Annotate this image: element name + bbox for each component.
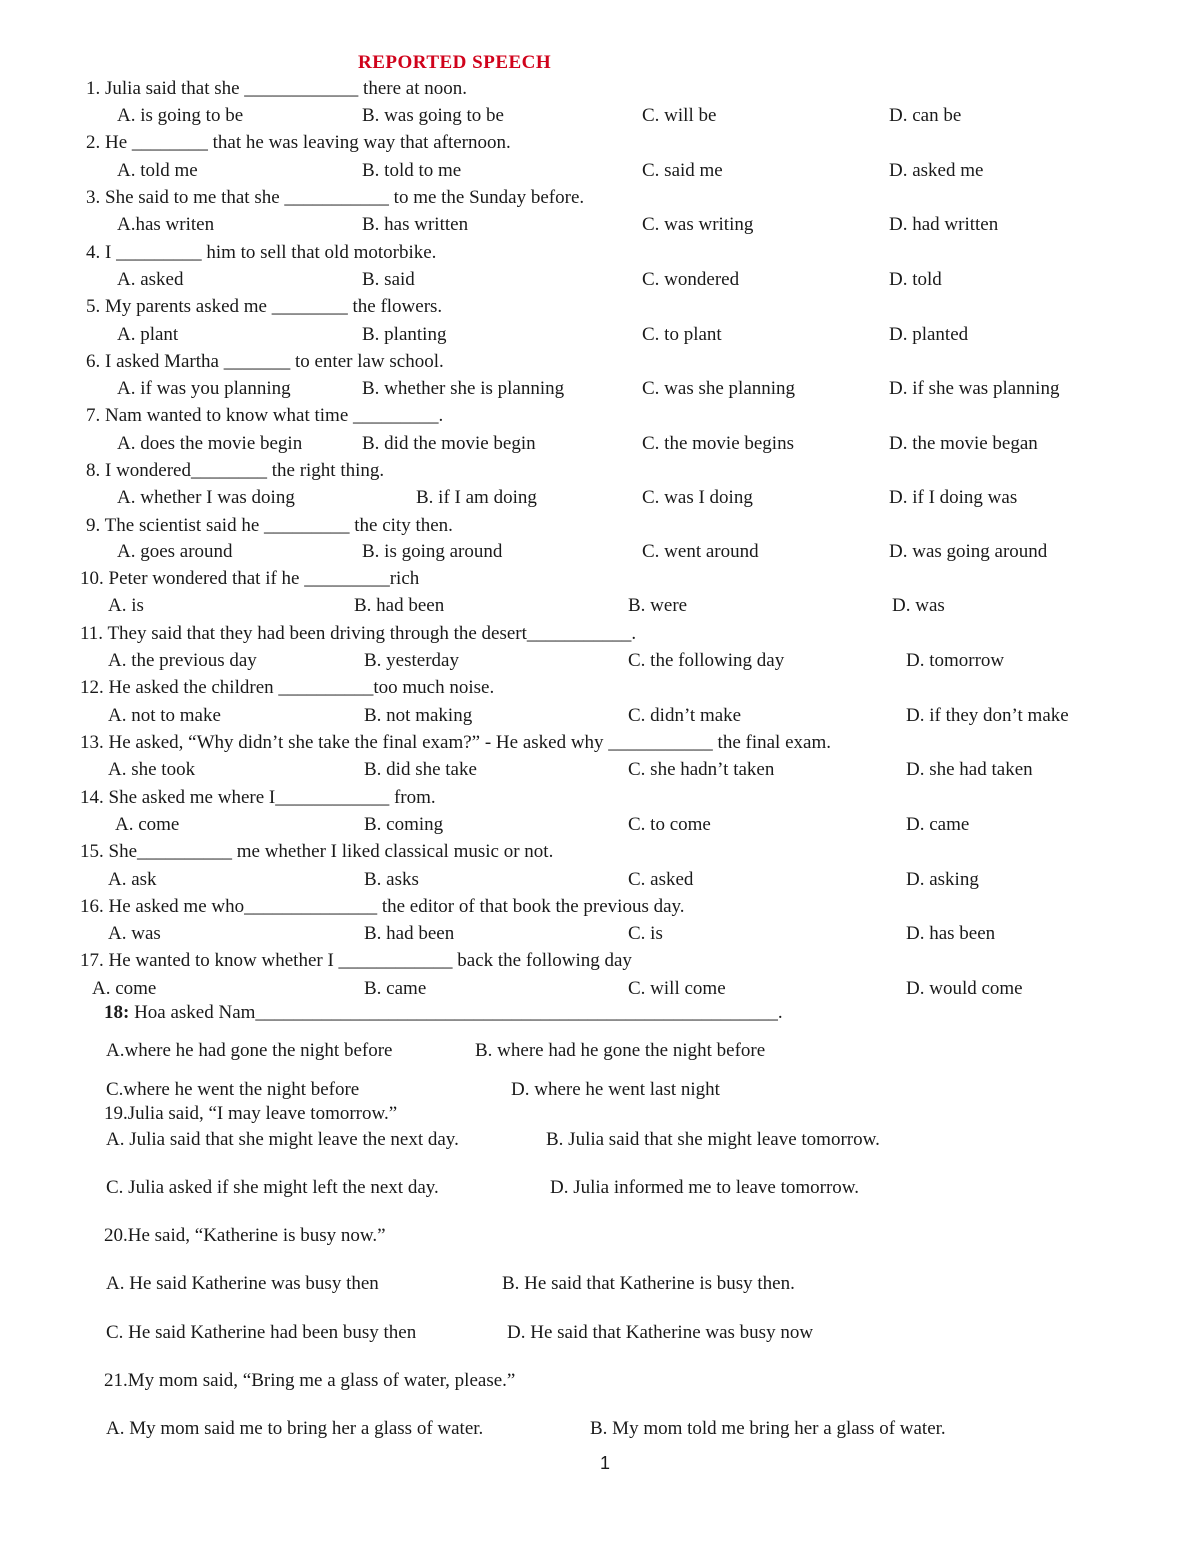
answer-option: D. can be — [889, 105, 962, 126]
answer-option: B. has written — [362, 214, 469, 235]
question-number: 18: — [104, 1002, 130, 1023]
answer-option: B. is going around — [362, 541, 503, 562]
answer-option: C. Julia asked if she might left the next day. — [106, 1177, 439, 1198]
answer-option: A. whether I was doing — [117, 487, 295, 508]
answer-option: A. come — [92, 978, 157, 999]
question-stem: 7. Nam wanted to know what time _________. — [86, 405, 444, 426]
answer-option: B. coming — [364, 814, 444, 835]
answer-option: C. will be — [642, 105, 717, 126]
answer-option: C. is — [628, 923, 663, 944]
answer-option: C. the following day — [628, 650, 785, 671]
answer-option: A. He said Katherine was busy then — [106, 1273, 379, 1294]
question-stem: 20.He said, “Katherine is busy now.” — [104, 1225, 386, 1246]
answer-option: B. asks — [364, 869, 419, 890]
answer-option: D. asked me — [889, 160, 984, 181]
question-stem: 19.Julia said, “I may leave tomorrow.” — [104, 1103, 398, 1124]
answer-option: D. told — [889, 269, 942, 290]
page-number: 1 — [600, 1453, 611, 1473]
answer-option: A. was — [108, 923, 161, 944]
answer-option: C.where he went the night before — [106, 1079, 360, 1100]
question-stem — [104, 1002, 783, 1024]
answer-option: B. did the movie begin — [362, 433, 536, 454]
answer-option: C. asked — [628, 869, 694, 890]
answer-option: A. she took — [108, 759, 196, 780]
answer-option: D. if she was planning — [889, 378, 1060, 399]
answer-option: A. My mom said me to bring her a glass of water. — [106, 1418, 484, 1439]
answer-option: B. said — [362, 269, 415, 290]
answer-option: D. she had taken — [906, 759, 1033, 780]
answer-option: A.has writen — [117, 214, 215, 235]
answer-option: C. she hadn’t taken — [628, 759, 775, 780]
answer-option: D. the movie began — [889, 433, 1038, 454]
question-stem: 4. I _________ him to sell that old motorbike. — [86, 242, 437, 263]
question-stem: 17. He wanted to know whether I ____________ back the following day — [80, 950, 632, 971]
answer-option: B. My mom told me bring her a glass of water. — [590, 1418, 946, 1439]
answer-option: A. is — [108, 595, 144, 616]
answer-option: A. plant — [117, 324, 179, 345]
question-stem: 15. She__________ me whether I liked classical music or not. — [80, 841, 554, 862]
answer-option: B. had been — [354, 595, 445, 616]
question-stem: 2. He ________ that he was leaving way that afternoon. — [86, 132, 511, 153]
answer-option: D. came — [906, 814, 970, 835]
answer-option: B. came — [364, 978, 427, 999]
answer-option: C. was I doing — [642, 487, 753, 508]
answer-option: C. to come — [628, 814, 711, 835]
answer-option: C. to plant — [642, 324, 722, 345]
answer-option: D. where he went last night — [511, 1079, 720, 1100]
answer-option: A. told me — [117, 160, 198, 181]
answer-option: B. had been — [364, 923, 455, 944]
answer-option: B. was going to be — [362, 105, 504, 126]
answer-option: A. does the movie begin — [117, 433, 303, 454]
answer-option: C. the movie begins — [642, 433, 794, 454]
answer-option: C. will come — [628, 978, 726, 999]
answer-option: C. went around — [642, 541, 759, 562]
question-stem: 16. He asked me who______________ the editor of that book the previous day. — [80, 896, 685, 917]
answer-option: A. asked — [117, 269, 184, 290]
question-stem: 13. He asked, “Why didn’t she take the final exam?” - He asked why ___________ the final exam. — [80, 732, 831, 753]
answer-option: B. Julia said that she might leave tomorrow. — [546, 1129, 880, 1150]
question-stem: 1. Julia said that she ____________ there at noon. — [86, 78, 467, 99]
answer-option: D. planted — [889, 324, 969, 345]
question-stem: 21.My mom said, “Bring me a glass of water, please.” — [104, 1370, 516, 1391]
answer-option: A. not to make — [108, 705, 221, 726]
question-stem: 9. The scientist said he _________ the city then. — [86, 515, 453, 536]
answer-option: C. was she planning — [642, 378, 796, 399]
answer-option: D. has been — [906, 923, 996, 944]
answer-option: D. would come — [906, 978, 1023, 999]
answer-option: A.where he had gone the night before — [106, 1040, 393, 1061]
answer-option: A. come — [115, 814, 180, 835]
answer-option: B. were — [628, 595, 688, 616]
answer-option: C. wondered — [642, 269, 740, 290]
answer-option: D. asking — [906, 869, 979, 890]
answer-option: B. if I am doing — [416, 487, 537, 508]
answer-option: B. yesterday — [364, 650, 459, 671]
answer-option: D. had written — [889, 214, 999, 235]
answer-option: A. ask — [108, 869, 157, 890]
answer-option: A. Julia said that she might leave the next day. — [106, 1129, 459, 1150]
question-stem: 11. They said that they had been driving through the desert___________. — [80, 623, 637, 644]
answer-option: D. Julia informed me to leave tomorrow. — [550, 1177, 860, 1198]
answer-option: A. goes around — [117, 541, 233, 562]
answer-option: B. where had he gone the night before — [475, 1040, 766, 1061]
answer-option: A. if was you planning — [117, 378, 291, 399]
question-stem: 5. My parents asked me ________ the flowers. — [86, 296, 443, 317]
answer-option: B. told to me — [362, 160, 462, 181]
question-stem: 12. He asked the children __________too much noise. — [80, 677, 495, 698]
answer-option: C. He said Katherine had been busy then — [106, 1322, 417, 1343]
answer-option: B. did she take — [364, 759, 477, 780]
answer-option: D. was going around — [889, 541, 1048, 562]
question-text: Hoa asked Nam_______________________________________________________. — [129, 1002, 783, 1023]
question-stem: 3. She said to me that she ___________ to me the Sunday before. — [86, 187, 585, 208]
page-title: REPORTED SPEECH — [358, 52, 552, 73]
answer-option: B. whether she is planning — [362, 378, 565, 399]
answer-option: B. He said that Katherine is busy then. — [502, 1273, 795, 1294]
answer-option: A. is going to be — [117, 105, 244, 126]
answer-option: D. if I doing was — [889, 487, 1018, 508]
answer-option: B. not making — [364, 705, 473, 726]
answer-option: D. tomorrow — [906, 650, 1005, 671]
answer-option: D. was — [892, 595, 945, 616]
question-stem: 6. I asked Martha _______ to enter law school. — [86, 351, 444, 372]
answer-option: C. said me — [642, 160, 723, 181]
question-stem: 10. Peter wondered that if he _________rich — [80, 568, 420, 589]
answer-option: C. didn’t make — [628, 705, 742, 726]
answer-option: B. planting — [362, 324, 447, 345]
question-stem: 8. I wondered________ the right thing. — [86, 460, 385, 481]
answer-option: D. if they don’t make — [906, 705, 1069, 726]
question-stem: 14. She asked me where I____________ from. — [80, 787, 436, 808]
answer-option: A. the previous day — [108, 650, 257, 671]
answer-option: C. was writing — [642, 214, 754, 235]
answer-option: D. He said that Katherine was busy now — [507, 1322, 814, 1343]
